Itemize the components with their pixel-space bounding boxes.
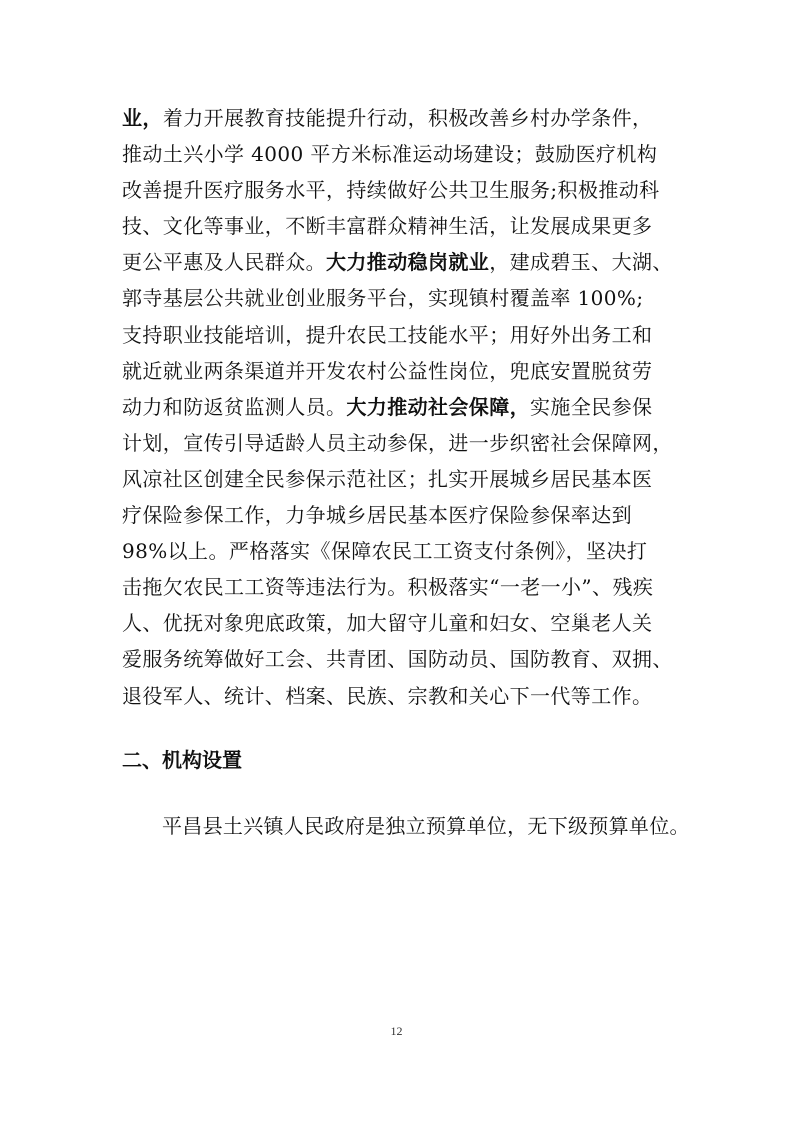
text-line: [122, 641, 682, 677]
line-text: 就近就业两条渠道并开发农村公益性岗位，兜底安置脱贫劳: [122, 358, 653, 383]
text-line: [122, 569, 682, 605]
line-text: ，建成碧玉、大湖、: [489, 250, 673, 275]
bold-phrase: 大力推动社会保障，: [346, 394, 531, 419]
line-text: 击拖欠农民工工资等违法行为。积极落实“一老一小”、残疾: [122, 575, 654, 600]
text-line: [122, 172, 682, 208]
section-paragraph: 平昌县土兴镇人民政府是独立预算单位，无下级预算单位。: [162, 814, 690, 838]
line-text-pre: 动力和防返贫监测人员。: [122, 394, 347, 419]
line-text: 实施全民参保: [530, 394, 653, 419]
section-heading: 二、机构设置: [122, 748, 242, 772]
bold-phrase: 大力推动稳岗就业: [326, 250, 490, 275]
text-line: [122, 497, 682, 533]
text-line: [122, 678, 682, 714]
line-text: 爱服务统筹做好工会、共青团、国防动员、国防教育、双拥、: [122, 647, 673, 672]
line-text: 疗保险参保工作，力争城乡居民基本医疗保险参保率达到: [122, 503, 632, 528]
line-text-pre: 更公平惠及人民群众。: [122, 250, 326, 275]
text-line: [122, 389, 682, 425]
line-text: 计划，宣传引导适龄人员主动参保，进一步织密社会保障网，: [122, 430, 673, 455]
line-text: 支持职业技能培训，提升农民工技能水平；用好外出务工和: [122, 322, 653, 347]
line-text: 改善提升医疗服务水平，持续做好公共卫生服务;积极推动科: [122, 178, 660, 203]
text-line: [122, 533, 682, 569]
body-text: [122, 100, 682, 714]
line-text: 人、优抚对象兜底政策，加大留守儿童和妇女、空巢老人关: [122, 611, 653, 636]
text-line: [122, 353, 682, 389]
line-text: 郭寺基层公共就业创业服务平台，实现镇村覆盖率 100%;: [122, 286, 644, 311]
text-line: [122, 100, 682, 136]
line-text: 推动土兴小学 4000 平方米标准运动场建设；鼓励医疗机构: [122, 142, 658, 167]
line-text: 技、文化等事业，不断丰富群众精神生活，让发展成果更多: [122, 214, 653, 239]
bold-phrase: 业，: [122, 106, 163, 130]
text-line: [122, 136, 682, 172]
line-text: 着力开展教育技能提升行动，积极改善乡村办学条件，: [162, 106, 653, 130]
page-number: 12: [390, 1024, 403, 1038]
text-line: [122, 280, 682, 316]
text-line: [122, 425, 682, 461]
text-line: [122, 208, 682, 244]
line-text: 98%以上。严格落实《保障农民工工资支付条例》，坚决打: [122, 539, 648, 564]
text-line: [122, 605, 682, 641]
text-line: [122, 317, 682, 353]
line-text: 风凉社区创建全民参保示范社区；扎实开展城乡居民基本医: [122, 466, 653, 491]
line-text: 退役军人、统计、档案、民族、宗教和关心下一代等工作。: [122, 683, 653, 708]
text-line: [122, 244, 682, 280]
text-line: [122, 461, 682, 497]
